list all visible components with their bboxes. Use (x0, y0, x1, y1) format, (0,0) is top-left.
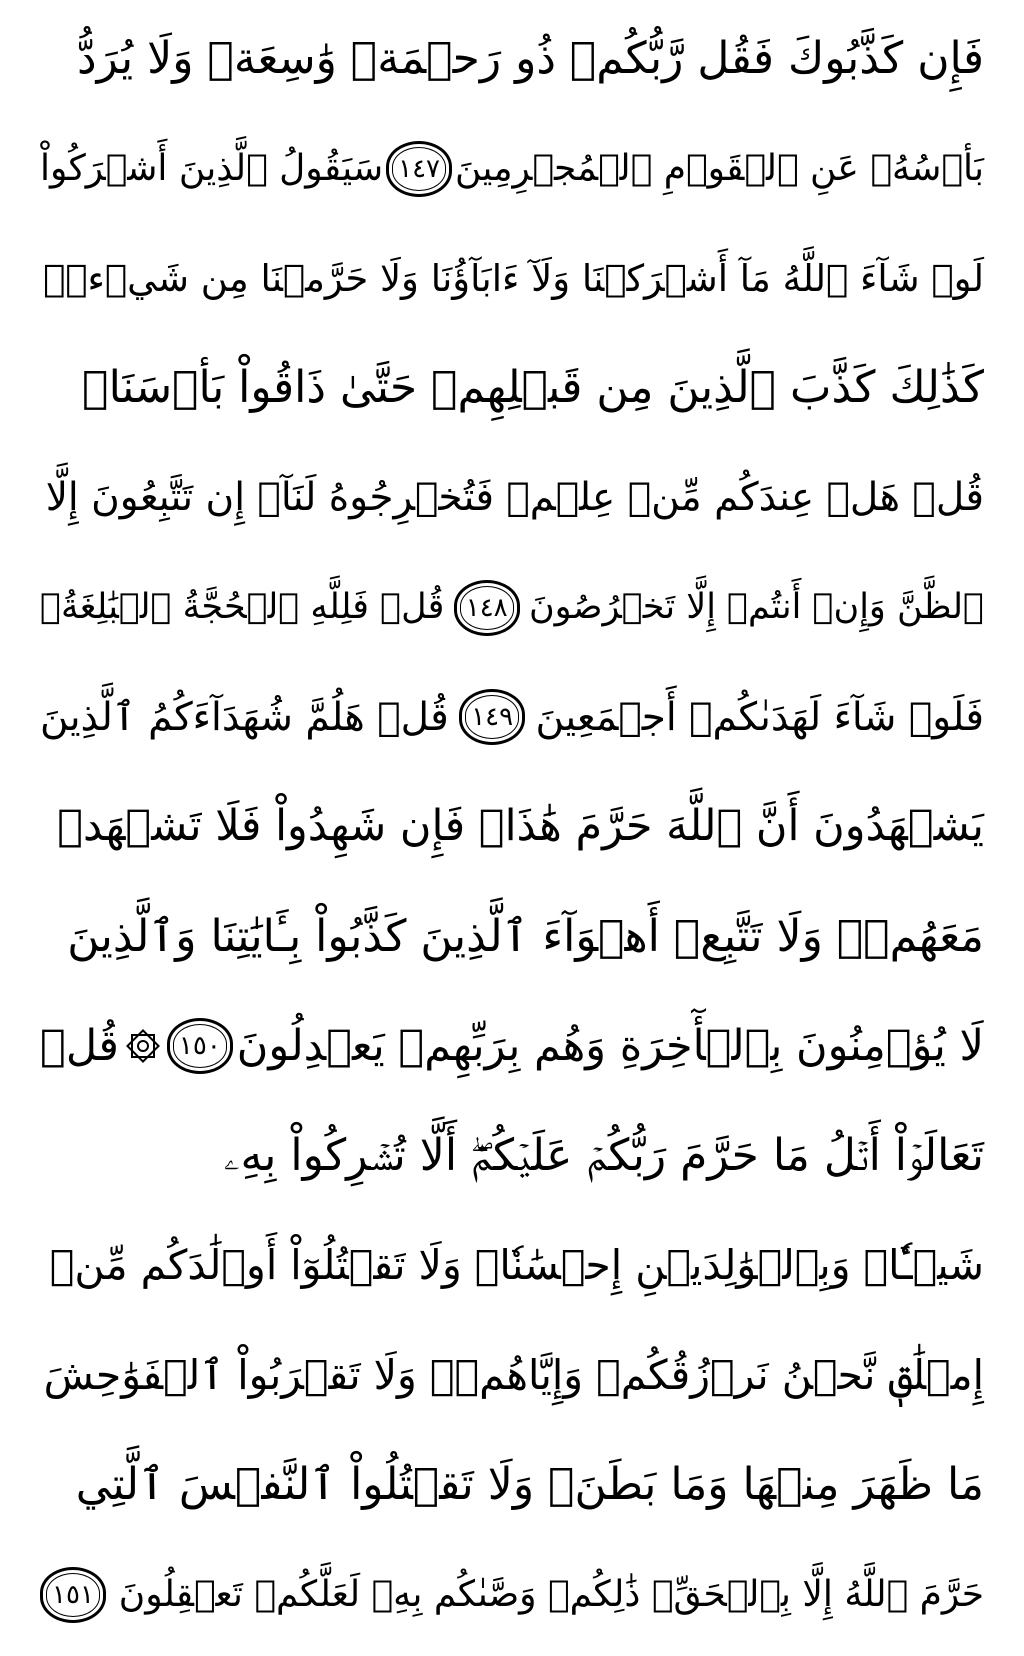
text-line (40, 341, 984, 435)
verse-text: حَرَّمَ ٱللَّهُ إِلَّا بِٱلۡحَقِّۚ ذَٰلِكُمۡ وَصَّىٰكُم بِهِۦ لَعَلَّكُمۡ تَعۡقِلُونَ (118, 1573, 984, 1615)
text-line (40, 1219, 984, 1313)
text-line (40, 12, 984, 106)
verse-text: لَوۡ شَآءَ ٱللَّهُ مَآ أَشۡرَكۡنَا وَلَآ ءَابَآؤُنَا وَلَا حَرَّمۡنَا مِن شَيۡءٖۚ (43, 256, 984, 300)
text-line (40, 451, 984, 545)
verse-text: فَلَوۡ شَآءَ لَهَدَىٰكُمۡ أَجۡمَعِينَ (535, 694, 984, 740)
ayah-number: ١٥١ (52, 1579, 94, 1610)
ayah-end-ornament-icon (454, 580, 520, 636)
verse-text: بَأۡسُهُۥ عَنِ ٱلۡقَوۡمِ ٱلۡمُجۡرِمِينَ (455, 147, 984, 189)
ayah-number: ١٤٧ (398, 153, 441, 184)
text-line (40, 122, 984, 216)
verse-text: تَعَالَوۡاْ أَتۡلُ مَا حَرَّمَ رَبُّكُمۡ عَلَيۡكُمۡۖ أَلَّا تُشۡرِكُواْ بِهِۦ (223, 1130, 984, 1182)
ayah-number: ١٤٨ (465, 592, 508, 623)
verse-text: كَذَٰلِكَ كَذَّبَ ٱلَّذِينَ مِن قَبۡلِهِمۡ حَتَّىٰ ذَاقُواْ بَأۡسَنَاۗ (82, 362, 984, 414)
text-line (40, 999, 984, 1093)
ayah-end-ornament-icon (167, 1018, 233, 1074)
text-line (40, 890, 984, 984)
verse-text: قُلۡ (40, 1020, 119, 1071)
eight-point-star-icon (123, 1026, 163, 1066)
text-line (40, 231, 984, 325)
text-line (40, 670, 984, 764)
text-line (40, 1438, 984, 1532)
ayah-end-ornament-icon (40, 1567, 106, 1623)
verse-text: قُلۡ هَلُمَّ شُهَدَآءَكُمُ ٱلَّذِينَ (40, 694, 449, 740)
verse-text: ٱلظَّنَّ وَإِنۡ أَنتُمۡ إِلَّا تَخۡرُصُونَ (528, 587, 984, 628)
text-line (40, 1548, 984, 1642)
verse-text: لَا يُؤۡمِنُونَ بِٱلۡأٓخِرَةِ وَهُم بِرَبِّهِمۡ يَعۡدِلُونَ (236, 1020, 984, 1071)
verse-text: مَعَهُمۡۚ وَلَا تَتَّبِعۡ أَهۡوَآءَ ٱلَّذِينَ كَذَّبُواْ بِـَٔايَٰتِنَا وَٱلَّذِينَ (67, 910, 984, 962)
verse-text: يَشۡهَدُونَ أَنَّ ٱللَّهَ حَرَّمَ هَٰذَاۖ فَإِن شَهِدُواْ فَلَا تَشۡهَدۡ (57, 801, 984, 852)
ayah-number: ١٥٠ (178, 1031, 221, 1062)
ayah-end-ornament-icon (459, 689, 525, 745)
verse-text: سَيَقُولُ ٱلَّذِينَ أَشۡرَكُواْ (40, 147, 384, 189)
text-line (40, 780, 984, 874)
verse-text: شَيۡـٔٗاۖ وَبِٱلۡوَٰلِدَيۡنِ إِحۡسَٰنٗاۖ وَلَا تَقۡتُلُوٓاْ أَوۡلَٰدَكُم مِّنۡ (49, 1241, 984, 1290)
text-line (40, 1328, 984, 1422)
text-line (40, 561, 984, 655)
verse-text: قُلۡ هَلۡ عِندَكُم مِّنۡ عِلۡمٖ فَتُخۡرِجُوهُ لَنَآۖ إِن تَتَّبِعُونَ إِلَّا (45, 475, 984, 521)
mushaf-page (40, 12, 984, 1642)
ayah-number: ١٤٩ (471, 702, 514, 733)
text-line (40, 1109, 984, 1203)
ayah-end-ornament-icon (386, 141, 452, 197)
verse-text: فَإِن كَذَّبُوكَ فَقُل رَّبُّكُمۡ ذُو رَحۡمَةٖ وَٰسِعَةٖ وَلَا يُرَدُّ (77, 33, 984, 84)
verse-text: إِمۡلَٰقٖ نَّحۡنُ نَرۡزُقُكُمۡ وَإِيَّاهُمۡۖ وَلَا تَقۡرَبُواْ ٱلۡفَوَٰحِشَ (43, 1350, 984, 1399)
verse-text: مَا ظَهَرَ مِنۡهَا وَمَا بَطَنَۖ وَلَا تَقۡتُلُواْ ٱلنَّفۡسَ ٱلَّتِي (75, 1459, 984, 1511)
verse-text: قُلۡ فَلِلَّهِ ٱلۡحُجَّةُ ٱلۡبَٰلِغَةُۖ (40, 587, 445, 628)
